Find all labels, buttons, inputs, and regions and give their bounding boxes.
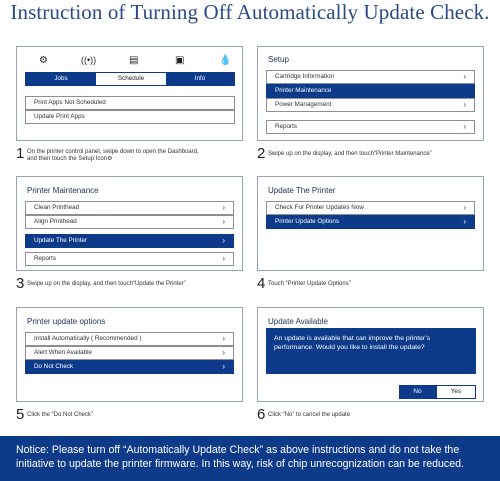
list-item-label: Printer Update Options [275, 218, 340, 225]
list-item[interactable] [266, 120, 475, 134]
list-item[interactable] [266, 70, 475, 84]
list-item[interactable] [266, 98, 475, 112]
list-item[interactable] [25, 332, 234, 346]
step-6-caption [257, 408, 491, 428]
yes-button[interactable]: Yes [436, 385, 476, 399]
list-item-selected[interactable] [266, 84, 475, 98]
panel-title: Printer Maintenance [27, 186, 99, 195]
gear-icon[interactable]: ⚙ [39, 55, 48, 66]
chevron-right-icon: › [222, 203, 225, 212]
dashboard-tabs [25, 72, 235, 86]
dialog-message-line1: An update is available that can improve the printer’s [274, 335, 431, 342]
step-text: Click “No” to cancel the update [268, 412, 351, 418]
step-text: Click the “Do Not Check” [27, 412, 94, 418]
chevron-right-icon: › [222, 334, 225, 343]
notice-line1: Notice: Please turn off “Automatically Update Check” as above instructions and do not take the [16, 444, 460, 456]
list-item-label: Reports [275, 123, 298, 130]
tab-schedule[interactable]: Schedule [96, 73, 166, 85]
list-item[interactable] [266, 201, 475, 215]
wireless-icon[interactable]: ((•)) [81, 55, 97, 65]
list-item[interactable] [25, 215, 234, 229]
step-text-line1: On the printer control panel, swipe down to open the Dashboard, [27, 149, 199, 155]
step-number: 2 [257, 145, 266, 162]
chevron-right-icon: › [222, 236, 225, 245]
list-item[interactable] [25, 96, 235, 110]
list-item-label: Update Print Apps [34, 113, 85, 120]
panel-title: Update The Printer [268, 186, 336, 195]
dialog-message-line2: performance. Would you like to install the update? [274, 344, 425, 351]
step-number: 1 [16, 145, 25, 162]
list-item-label: Reports [34, 255, 57, 262]
panel-title: Printer update options [27, 317, 106, 326]
page-title: Instruction of Turning Off Automatically Update Check. [10, 0, 490, 24]
list-item-selected[interactable] [25, 360, 234, 374]
chevron-right-icon: › [463, 203, 466, 212]
no-button[interactable]: No [399, 385, 436, 399]
list-item-label: Align Printhead [34, 218, 77, 225]
panel-title: Setup [268, 55, 289, 64]
chevron-right-icon: › [463, 122, 466, 131]
list-item-label: Power Management [275, 101, 332, 108]
chevron-right-icon: › [463, 72, 466, 81]
step-text: Touch “Printer Update Options” [268, 281, 351, 287]
dashboard-panel [16, 46, 243, 141]
step-text-line2: and then touch the Setup Icon⚙ [27, 156, 113, 162]
list-item-label: Install Automatically ( Recommended ) [34, 335, 142, 342]
list-item-selected[interactable] [266, 215, 475, 229]
step-number: 4 [257, 275, 266, 292]
step-1-caption [16, 147, 250, 167]
step-3-caption [16, 277, 250, 297]
dashboard-icons [37, 55, 247, 69]
step-5-caption [16, 408, 250, 428]
chevron-right-icon: › [463, 217, 466, 226]
chevron-right-icon: › [222, 362, 225, 371]
step-text: Swipe up on the display, and then touch“Printer Maintenance” [268, 151, 432, 157]
step-4-caption [257, 277, 491, 297]
update-options-panel [16, 307, 243, 402]
print-apps-icon[interactable]: ▤ [129, 55, 139, 66]
fax-icon[interactable]: ▣ [175, 55, 185, 66]
list-item[interactable] [25, 110, 235, 124]
chevron-right-icon: › [222, 348, 225, 357]
update-available-dialog [257, 307, 484, 402]
chevron-right-icon: › [463, 100, 466, 109]
list-item-label: Clean Printhead [34, 204, 80, 211]
tab-jobs[interactable]: Jobs [54, 75, 68, 82]
list-item-label: Print Apps Not Scheduled [34, 99, 106, 106]
list-item[interactable] [25, 201, 234, 215]
chevron-right-icon: › [222, 254, 225, 263]
setup-gear-icon: ⚙ [107, 156, 113, 162]
notice-banner [0, 436, 500, 481]
step-number: 5 [16, 406, 25, 423]
list-item-label: Alert When Available [34, 349, 92, 356]
list-item-label: Do Not Check [34, 363, 74, 370]
update-printer-panel [257, 176, 484, 271]
setup-panel [257, 46, 484, 141]
printer-maintenance-panel [16, 176, 243, 271]
list-item-selected[interactable] [25, 234, 234, 248]
list-item-label: Check For Printer Updates Now [275, 204, 364, 211]
list-item-label: Printer Maintenance [275, 87, 332, 94]
chevron-right-icon: › [222, 217, 225, 226]
list-item-label: Cartridge Information [275, 73, 335, 80]
step-2-caption [257, 147, 491, 167]
step-text: Swipe up on the display, and then touch“Update the Printer” [27, 281, 186, 287]
dialog-title: Update Available [268, 317, 328, 326]
list-item-label: Update The Printer [34, 237, 88, 244]
notice-line2: initiative to update the printer firmware. In this way, risk of chip unrecognization can be reduced. [16, 458, 464, 470]
ink-drop-icon[interactable]: 💧 [219, 55, 232, 66]
step-number: 3 [16, 275, 25, 292]
list-item[interactable] [25, 252, 234, 266]
tab-info[interactable]: Info [194, 75, 206, 82]
step-number: 6 [257, 406, 266, 423]
list-item[interactable] [25, 346, 234, 360]
dialog-message [266, 328, 476, 374]
